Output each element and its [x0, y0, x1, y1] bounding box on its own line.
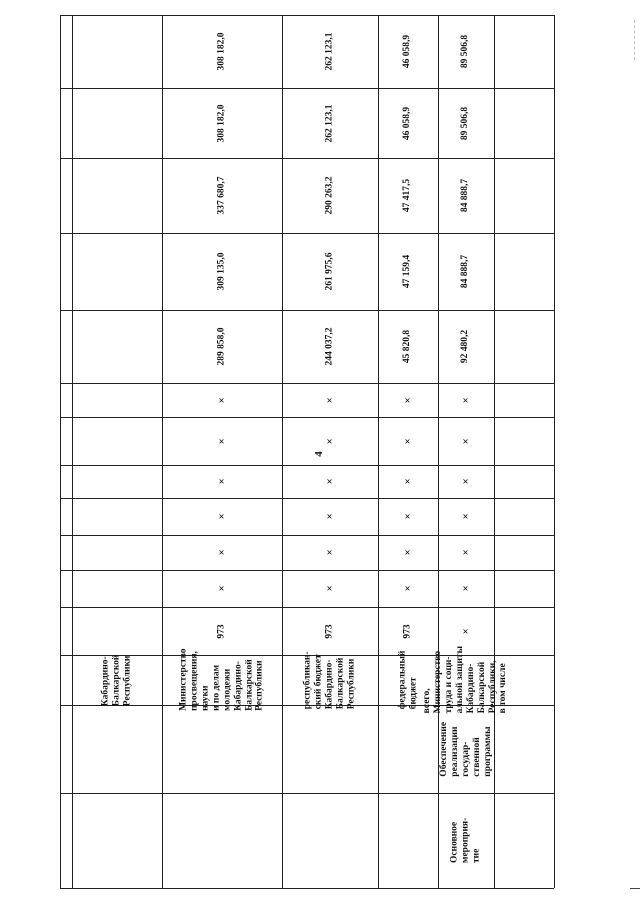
cell-text: 89 506,8: [460, 34, 471, 69]
cell-text: ×: [401, 396, 414, 404]
table-cell-v3: [282, 158, 378, 233]
table-cell-crosses-2: [438, 498, 494, 535]
cell-text: Обеспечение реализации государ- ственной программы: [438, 721, 493, 777]
cell-text: 308 182,0: [216, 103, 227, 142]
table-cell-crosses-2: [378, 498, 438, 535]
cell-text: ×: [459, 585, 472, 592]
table-cell-col_executor: [72, 655, 162, 705]
table-cell-grbs: [162, 607, 282, 655]
cell-text: ×: [401, 549, 414, 556]
table-cell-v4: [282, 88, 378, 158]
table-cell-v2: [162, 233, 282, 310]
cell-text: ×: [459, 549, 472, 556]
cell-text: 47 417,5: [402, 178, 413, 213]
cell-text: ×: [401, 478, 414, 485]
table-cell-crosses-5: [282, 383, 378, 417]
cell-text: 973: [402, 623, 413, 639]
table-cell-crosses-1: [378, 535, 438, 570]
table-cell-crosses-3: [438, 465, 494, 498]
table-cell-crosses-5: [162, 383, 282, 417]
cell-text: федеральный бюджет: [397, 650, 418, 710]
table-cell-crosses-1: [438, 535, 494, 570]
table-rule-horizontal: [60, 888, 554, 889]
table-cell-v3: [378, 158, 438, 233]
table-cell-v3: [162, 158, 282, 233]
table-cell-crosses-4: [438, 417, 494, 465]
cell-text: ×: [459, 478, 472, 485]
table-cell-v4: [162, 88, 282, 158]
table-cell-v1: [282, 310, 378, 383]
cell-text: 47 159,4: [402, 254, 413, 289]
cell-text: 308 182,0: [216, 32, 227, 71]
cell-text: 262 123,1: [324, 103, 335, 142]
cell-text: 84 888,7: [460, 178, 471, 213]
table-cell-crosses-1: [282, 535, 378, 570]
table-cell-crosses-2: [282, 498, 378, 535]
table-cell-v1: [438, 310, 494, 383]
cell-text: 244 037,2: [324, 327, 335, 366]
table-cell-crosses-0: [282, 570, 378, 607]
cell-text: ×: [215, 437, 228, 445]
cell-text: ×: [459, 396, 472, 404]
table-cell-grbs: [282, 607, 378, 655]
table-cell-crosses-0: [162, 570, 282, 607]
cell-text: 262 123,1: [324, 32, 335, 71]
table-rule-vertical: [494, 15, 495, 888]
cell-text: ×: [215, 585, 228, 592]
cell-text: Основное мероприя- тие: [449, 817, 482, 864]
table-cell-crosses-5: [438, 383, 494, 417]
cell-text: 337 680,7: [216, 176, 227, 215]
page-number: 4: [312, 451, 325, 457]
cell-text: ×: [323, 549, 336, 556]
cell-text: 289 858,0: [216, 327, 227, 366]
cell-text: 309 135,0: [216, 252, 227, 291]
cell-text: ×: [215, 396, 228, 404]
cell-text: ×: [323, 585, 336, 592]
table-cell-v1: [378, 310, 438, 383]
cell-text: 261 975,6: [324, 252, 335, 291]
table-cell-v2: [282, 233, 378, 310]
cell-text: 973: [216, 623, 227, 639]
cell-text: ×: [401, 437, 414, 445]
table-cell-crosses-1: [162, 535, 282, 570]
cell-text: ×: [323, 396, 336, 404]
table-cell-grbs: [438, 607, 494, 655]
scan-edge: [634, 20, 637, 60]
table-cell-crosses-4: [162, 417, 282, 465]
table-cell-crosses-5: [378, 383, 438, 417]
cell-text: ×: [459, 437, 472, 445]
edge-mark: [630, 888, 640, 889]
table-cell-v5: [378, 15, 438, 88]
cell-text: Кабардино- Балкарской Республики: [100, 654, 133, 706]
table-cell-crosses-3: [282, 465, 378, 498]
table-cell-v5: [438, 15, 494, 88]
cell-text: 46 058,9: [402, 106, 413, 140]
table-cell-crosses-3: [162, 465, 282, 498]
table-cell-col_name: [438, 705, 494, 793]
cell-text: ×: [215, 549, 228, 556]
table-cell-v2: [378, 233, 438, 310]
cell-text: 45 820,8: [402, 329, 413, 364]
table-rule-vertical: [60, 15, 61, 888]
table-rule-vertical: [72, 15, 73, 888]
table-cell-v1: [162, 310, 282, 383]
table-cell-crosses-3: [378, 465, 438, 498]
table-cell-col_executor: [162, 648, 282, 712]
cell-text: 290 263,2: [324, 176, 335, 215]
table-cell-v4: [438, 88, 494, 158]
cell-text: ×: [459, 513, 472, 520]
table-cell-v4: [378, 88, 438, 158]
table-cell-v2: [438, 233, 494, 310]
table-cell-crosses-0: [378, 570, 438, 607]
table-cell-v5: [162, 15, 282, 88]
table-cell-col_type: [438, 793, 494, 888]
cell-text: 973: [324, 623, 335, 639]
cell-text: 46 058,9: [402, 34, 413, 69]
table-cell-col_executor: [282, 651, 378, 709]
cell-text: 89 506,8: [460, 106, 471, 140]
cell-text: ×: [401, 585, 414, 592]
cell-text: ×: [323, 478, 336, 485]
cell-text: республикан- ский бюджет Кабардино- Балкарской Республики: [302, 651, 357, 709]
table-cell-crosses-4: [282, 417, 378, 465]
cell-text: Министерство просвещения, науки и по делам молодежи Кабардино- Балкарской Республики: [178, 648, 265, 712]
table-cell-crosses-4: [378, 417, 438, 465]
table-cell-crosses-2: [162, 498, 282, 535]
cell-text: 84 888,7: [460, 254, 471, 289]
cell-text: ×: [401, 513, 414, 520]
cell-text: ×: [459, 627, 472, 635]
cell-text: 92 480,2: [460, 329, 471, 364]
table-rule-horizontal: [60, 793, 554, 794]
table-cell-v5: [282, 15, 378, 88]
table-cell-v3: [438, 158, 494, 233]
cell-text: ×: [215, 513, 228, 520]
cell-text: ×: [215, 478, 228, 485]
budget-table: [60, 15, 554, 888]
table-cell-col_executor: [422, 646, 509, 714]
table-cell-crosses-0: [438, 570, 494, 607]
cell-text: всего, Министерство труда и соци- альной защиты Кабардино- Балкарской Республики, в том числе: [422, 646, 509, 714]
cell-text: ×: [323, 513, 336, 520]
cell-text: ×: [323, 437, 336, 445]
table-rule-vertical: [554, 15, 555, 888]
